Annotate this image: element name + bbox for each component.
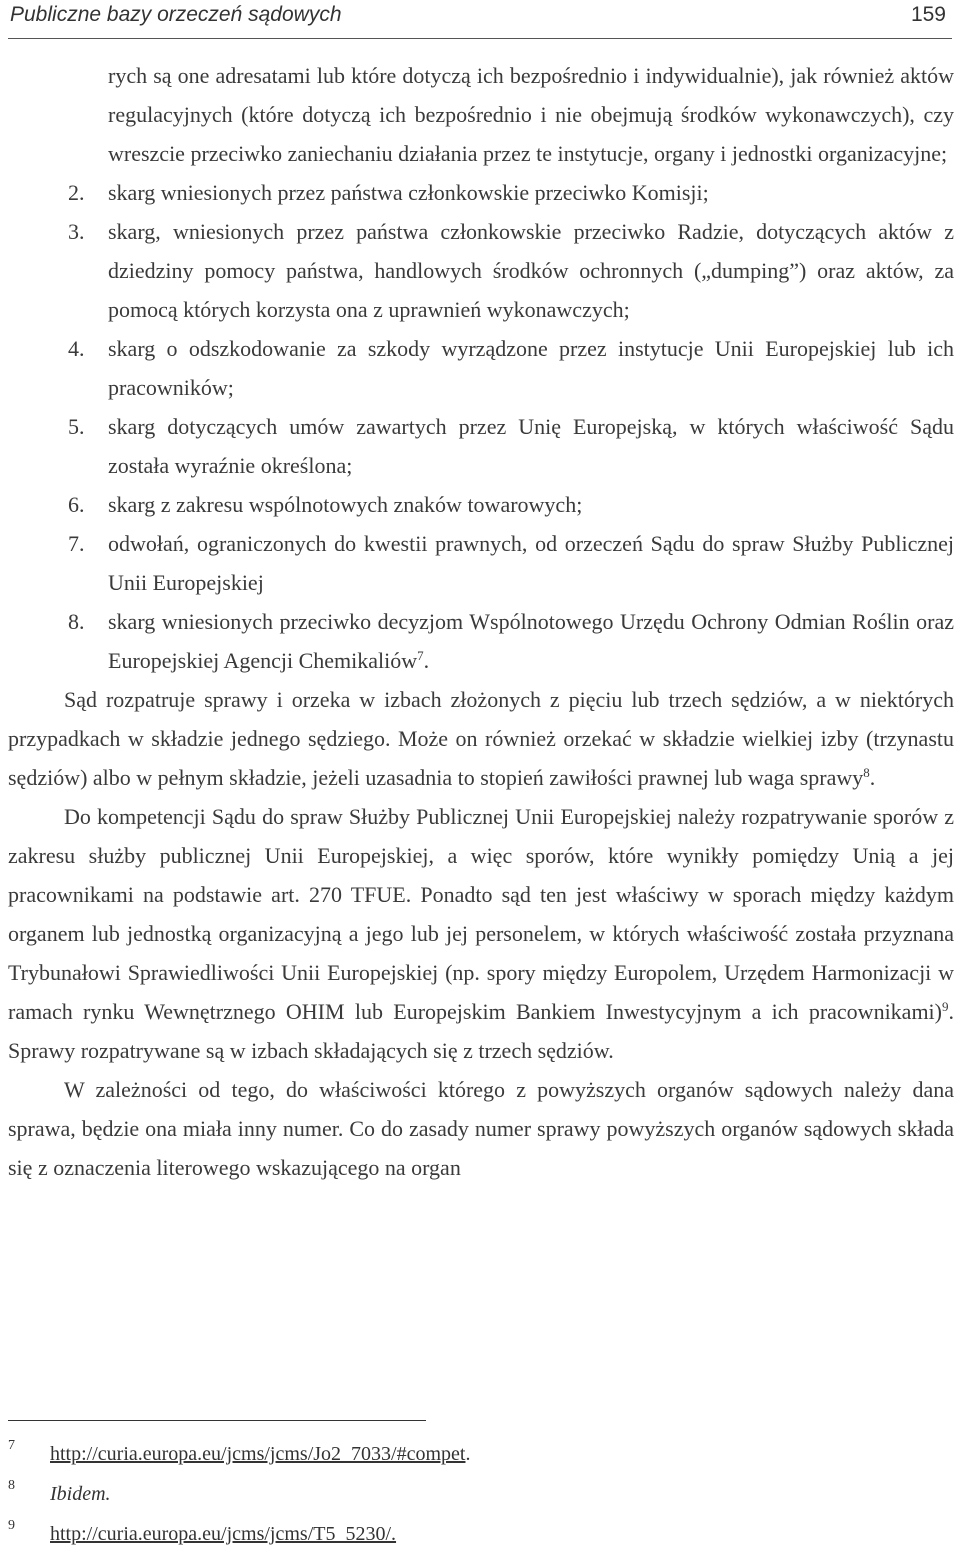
paragraph-body: Do kompetencji Sądu do spraw Służby Publicznej Unii Europejskiej należy rozpatrywanie sporów z zakresu służby publicznej Unii Europejskiej, a więc sporów, które wynikły pomiędzy Unią a jej pracownikami na podstawie art. 270 TFUE. Ponadto sąd ten jest właściwy w sporach między każdym organem lub jednostką organizacyjną a jego lub jej personelem, w których właściwość została przyznana Trybunałowi Sprawiedliwości Unii Europejskiej (np. spory między Europolem, Urzędem Harmonizacji w ramach rynku Wewnętrznego OHIM lub Europejskim Bankiem Inwestycyjnym a ich pracownikami) [8,804,954,1024]
footnote-link[interactable]: http://curia.europa.eu/jcms/jcms/T5_5230/. [50,1523,397,1545]
footnote-ref: 9 [942,999,949,1014]
list-number: 2. [68,180,85,205]
footnote-divider [8,1420,426,1421]
list-item [8,485,954,524]
list-number: 6. [68,492,85,517]
list-text: skarg z zakresu wspólnotowych znaków towarowych; [108,492,583,517]
footnote [8,1434,948,1474]
list-text-tail: . [423,648,430,673]
list-text: skarg dotyczących umów zawartych przez Unię Europejską, w których właściwość Sądu została wyraźnie określona; [108,414,954,478]
footnote-text [50,1514,396,1554]
page-header [8,0,952,39]
footnote-number: 9 [8,1518,15,1533]
list-item-continuation: rych są one adresatami lub które dotyczą ich bezpośrednio i indywidualnie), jak również aktów regulacyjnych (które dotyczą ich bezpośrednio i nie obejmują środków wykonawczych), czy wreszcie przeciwko zaniechaniu działania przez te instytucje, organy i jednostki organizacyjne; [108,63,954,166]
list-item [8,212,954,329]
paragraph-tail: . Sprawy rozpatrywane są w izbach składających się z trzech sędziów. [8,999,954,1063]
body-text [8,56,954,1187]
footnote-number: 8 [8,1478,15,1493]
page-number: 159 [910,3,946,26]
footnote-number: 7 [8,1438,15,1453]
paragraph [8,1070,954,1187]
footnotes [8,1434,948,1554]
list-text [108,602,954,680]
list-item [8,524,954,602]
list-text: odwołań, ograniczonych do kwestii prawnych, od orzeczeń Sądu do spraw Służby Publicznej Unii Europejskiej [108,531,954,595]
footnote-ref: 7 [417,648,424,663]
list-item [8,173,954,212]
footnote [8,1514,948,1554]
list-number: 7. [68,531,85,556]
running-title: Publiczne bazy orzeczeń sądowych [10,3,342,26]
paragraph-tail: . [869,765,876,790]
list-text: skarg wniesionych przez państwa członkowskie przeciwko Komisji; [108,180,709,205]
list-number: 8. [68,609,85,634]
list-text-body: skarg wniesionych przeciwko decyzjom Wspólnotowego Urzędu Ochrony Odmian Roślin oraz Europejskiej Agencji Chemikaliów [108,609,954,673]
list-item [8,407,954,485]
paragraph [8,680,954,797]
paragraph-body: W zależności od tego, do właściwości którego z powyższych organów sądowych należy dana sprawa, będzie ona miała inny numer. Co do zasady numer sprawy powyższych organów sądowych składa się z oznaczenia literowego wskazującego na organ [8,1077,954,1180]
footnote-ref: 8 [863,765,870,780]
footnote-link[interactable]: http://curia.europa.eu/jcms/jcms/Jo2_7033/#compet [50,1443,466,1465]
paragraph-body: Sąd rozpatruje sprawy i orzeka w izbach złożonych z pięciu lub trzech sędziów, a w niektórych przypadkach w składzie jednego sędziego. Może on również orzekać w składzie wielkiej izby (trzynastu sędziów) albo w pełnym składzie, jeżeli uzasadnia to stopień zawiłości prawnej lub waga sprawy [8,687,954,790]
paragraph [8,797,954,1070]
list-item [8,329,954,407]
list-text: skarg, wniesionych przez państwa członkowskie przeciwko Radzie, dotyczących aktów z dziedziny pomocy państwa, handlowych środków ochronnych („dumping”) oraz aktów, za pomocą których korzysta ona z uprawnień wykonawczych; [108,219,954,322]
list-number: 3. [68,219,85,244]
list-item [8,602,954,680]
footnote [8,1474,948,1514]
footnote-text: Ibidem. [50,1483,111,1505]
list-number: 5. [68,414,85,439]
footnote-tail: . [465,1443,471,1465]
footnote-text [50,1434,470,1474]
list-text: skarg o odszkodowanie za szkody wyrządzone przez instytucje Unii Europejskiej lub ich pracowników; [108,336,954,400]
list-number: 4. [68,336,85,361]
